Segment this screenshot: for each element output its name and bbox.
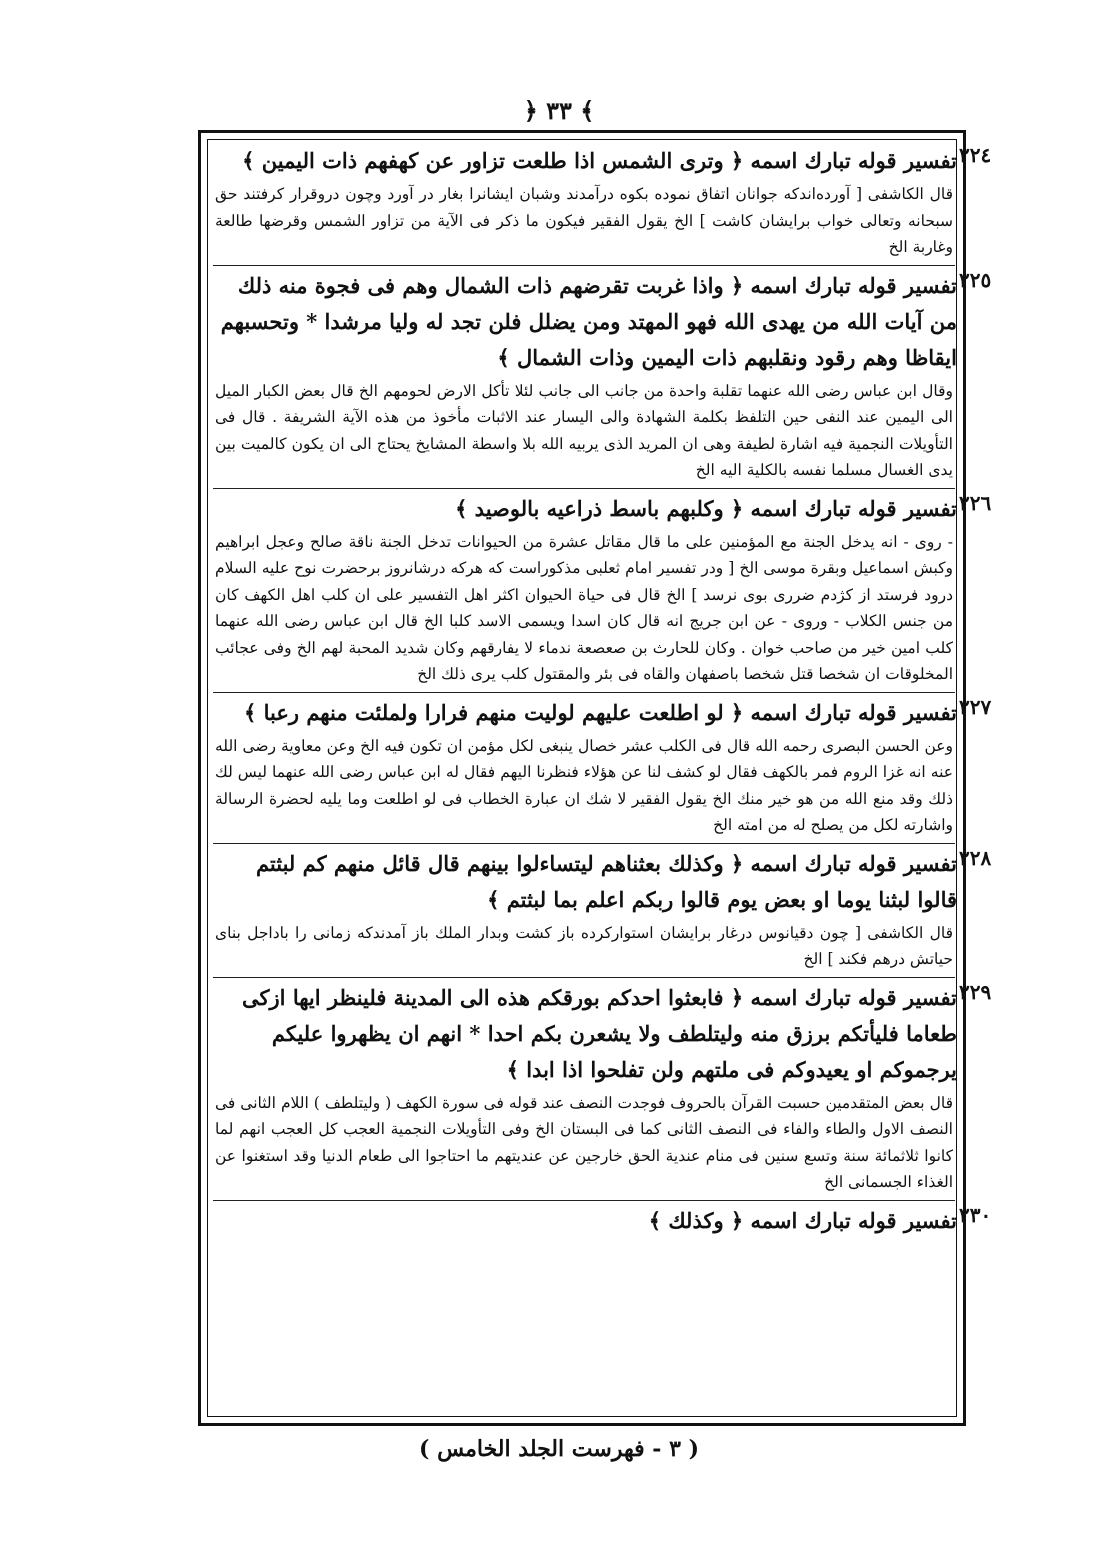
entry-228 [211,845,992,973]
entry-note: وقال ابن عباس رضى الله عنهما تقلبة واحدة من جانب الى جانب لئلا تأكل الارض لحومهم الخ قال بعض الكبار الميل الى اليمين عند النفى حين التلفظ بكلمة الشهادة والى اليسار عند الاثبات مأخوذ من هذه الآية الشريفة . قال فى التأويلات النجمية فيه اشارة لطيفة وهى ان المريد الذى يربيه الله بلا واسطة المشايخ يحتاج الى ان يكون كالميت بين يدى الغسال مسلما نفسه بالكلية اليه الخ [215,381,953,479]
entry-note: - روى - انه يدخل الجنة مع المؤمنين على ما قال مقاتل عشرة من الحيوانات تدخل الجنة ناقة صالح وعجل ابراهيم وكبش اسماعيل وبقرة موسى الخ [ ودر تفسير امام ثعلبى مذكوراست كه هركه درشانروز برحضرت نوح عليه السلام درود فرستد از كژدم ضررى بوى نرسد ] الخ قال فى حياة الحيوان اكثر اهل التفسير على ان كلب اهل الكهف كان من جنس الكلاب - وروى - عن ابن جريج انه قال كان اسدا ويسمى الاسد كلبا الخ قال ابن عباس رضى الله عنهما كلب امين خير من صاحب خوان . وكان للحارث بن صعصعة ندماء لا يفارقهم وكان شديد المحبة لهم الخ وفى عجائب المخلوقات ان شخصا قتل شخصا باصفهان والقاه فى بئر والمقتول كلب يرى ذلك الخ [215,532,953,683]
entry-divider [213,265,955,266]
volume-index-title: ( ٣ - فهرست الجلد الخامس ) [419,1436,699,1462]
entry-divider [213,692,955,693]
entry-number: ٢٢٩ [959,979,992,1004]
page-frame [198,130,992,1426]
entry-heading-text: تفسير قوله تبارك اسمه ﴿ لو اطلعت عليهم لوليت منهم فرارا ولملئت منهم رعبا ﴾ [244,699,957,725]
entry-note: قال بعض المتقدمين حسبت القرآن بالحروف فوجدت النصف عند قوله فى سورة الكهف ( وليتلطف ) اللام الثانى فى النصف الاول والطاء والفاء فى النصف الثانى كما فى البستان الخ وفى التأويلات النجمية العجب كل العجب انهم لما كانوا ثلاثمائة سنة وتسع سنين فى منام عندية الحق خارجين عن عنديتهم ما احتاجوا الى طعام الدنيا وقد استغنوا عن الغذاء الجسمانى الخ [215,1093,953,1191]
entry-224 [211,143,992,261]
entry-229 [211,979,992,1196]
entry-227 [211,694,992,839]
entry-heading [211,979,992,1088]
entry-number: ٢٣٠ [959,1202,992,1227]
entry-heading-text: تفسير قوله تبارك اسمه ﴿ فابعثوا احدكم بورقكم هذه الى المدينة فلينظر ايها ازكى طعاما فليأتكم برزق منه وليتلطف ولا يشعرن بكم احدا * انهم ان يظهروا عليكم يرجموكم او يعيدوكم فى ملتهم ولن تفلحوا اذا ابدا ﴾ [242,984,957,1082]
entry-heading-text: تفسير قوله تبارك اسمه ﴿ وكذلك ﴾ [648,1207,957,1233]
entry-number: ٢٢٥ [959,267,992,292]
entry-heading [211,490,992,527]
entry-divider [213,488,955,489]
entry-heading-text: تفسير قوله تبارك اسمه ﴿ وكذلك بعثناهم ليتساءلوا بينهم قال قائل منهم كم لبثتم قالوا لبثنا يوما او بعض يوم قالوا ربكم اعلم بما لبثتم ﴾ [255,850,957,912]
entry-divider [213,1200,955,1201]
entry-number: ٢٢٨ [959,845,992,870]
entry-note: قال الكاشفى [ آورده‌اندكه جوانان اتفاق نموده بكوه درآمدند وشبان ايشانرا بغار در آورد وچون دروقرار كرفتند حق سبحانه وتعالى خواب برايشان كاشت ] الخ يقول الفقير فيكون ما ذكر فى الآية من تزاور الشمس وقرضها طالعة وغاربة الخ [215,185,953,256]
entry-note: وعن الحسن البصرى رحمه الله قال فى الكلب عشر خصال ينبغى لكل مؤمن ان تكون فيه الخ وعن معاوية رضى الله عنه انه غزا الروم فمر بالكهف فقال لو كشف لنا عن هؤلاء فنظرنا اليهم فقال له ابن عباس رضى الله عنهما ليس لك ذلك وقد منع الله من هو خير منك الخ يقول الفقير لا شك ان عبارة الخطاب فى لو اطلعت وما يليه لحضرة الرسالة واشارته لكل من يصلح له من امته الخ [215,736,954,834]
entry-heading [211,845,992,918]
entry-heading-text: تفسير قوله تبارك اسمه ﴿ وترى الشمس اذا طلعت تزاور عن كهفهم ذات اليمين ﴾ [242,148,957,173]
entry-heading-text: تفسير قوله تبارك اسمه ﴿ واذا غربت تقرضهم ذات الشمال وهم فى فجوة منه ذلك من آيات الله من يهدى الله فهو المهتد ومن يضلل فلن تجد له وليا مرشدا * وتحسبهم ايقاظا وهم رقود ونقلبهم ذات اليمين وذات الشمال ﴾ [220,272,957,370]
entry-number: ٢٢٦ [959,490,992,515]
entry-divider [213,977,955,978]
entry-230 [211,1202,992,1239]
entry-note: قال الكاشفى [ چون دقيانوس درغار برايشان استواركرده باز كشت وبدار الملك باز آمدندكه زمانى را باداجل بناى حياتش درهم فكند ] الخ [215,923,953,968]
entry-226 [211,490,992,688]
entries-list [211,143,992,1415]
entry-heading [211,143,992,179]
entry-heading-text: تفسير قوله تبارك اسمه ﴿ وكلبهم باسط ذراعيه بالوصيد ﴾ [455,495,957,521]
entry-heading [211,694,992,731]
entry-divider [213,843,955,844]
entry-number: ٢٢٤ [959,143,992,167]
entry-number: ٢٢٧ [959,694,992,719]
entry-heading [211,267,992,376]
entry-heading [211,1202,992,1239]
page-number: ﴿ ٣٣ ﴾ [523,96,595,125]
entry-225 [211,267,992,484]
